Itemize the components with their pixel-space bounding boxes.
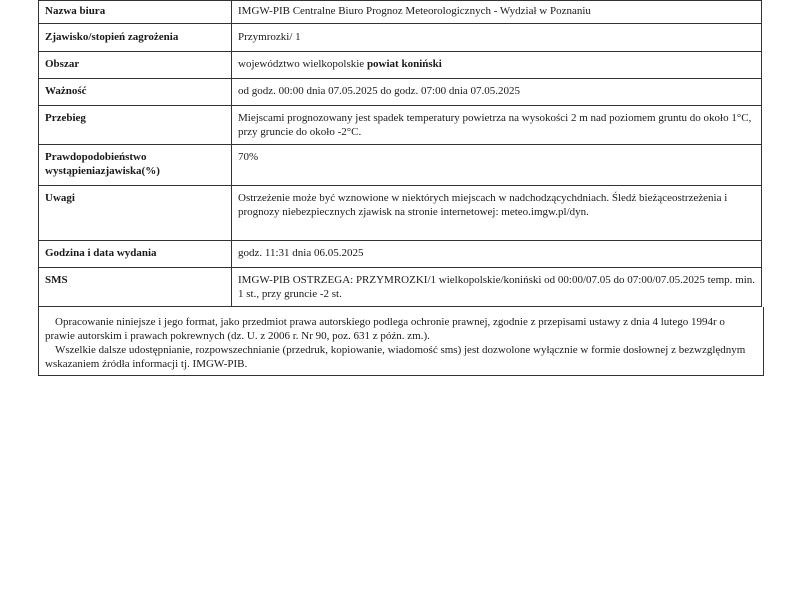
phenomenon-value: Przymrozki/ 1 — [232, 24, 762, 52]
area-value — [232, 52, 762, 79]
redistribution-paragraph: Wszelkie dalsze udostępnianie, rozpowszechnianie (przedruk, kopiowanie, wiadomość sms) jest dozwolone wyłącznie w formie dosłownej z bezwzględnym wskazaniem źródła informacji tj. IMGW-PIB. — [45, 344, 746, 370]
warning-table — [38, 0, 762, 307]
area-voivodeship: województwo wielkopolskie — [238, 58, 367, 70]
sms-value: IMGW-PIB OSTRZEGA: PRZYMROZKI/1 wielkopolskie/koniński od 00:00/07.05 do 07:00/07.05.2025 temp. min. 1 st., przy gruncie -2 st. — [232, 268, 762, 307]
validity-label: Ważność — [39, 79, 232, 106]
copyright-notice — [38, 307, 764, 376]
row-issued — [39, 241, 762, 268]
warning-document — [38, 0, 762, 376]
course-value: Miejscami prognozowany jest spadek temperatury powietrza na wysokości 2 m nad poziomem gruntu do około 1°C, przy gruncie do około -2°C. — [232, 106, 762, 145]
row-phenomenon — [39, 24, 762, 52]
issued-label: Godzina i data wydania — [39, 241, 232, 268]
row-office — [39, 1, 762, 24]
probability-label: Prawdopodobieństwo wystąpieniazjawiska(%) — [39, 145, 232, 186]
course-label: Przebieg — [39, 106, 232, 145]
row-sms — [39, 268, 762, 307]
row-notes — [39, 186, 762, 241]
issued-value: godz. 11:31 dnia 06.05.2025 — [232, 241, 762, 268]
notes-label: Uwagi — [39, 186, 232, 241]
office-value: IMGW-PIB Centralne Biuro Prognoz Meteorologicznych - Wydział w Poznaniu — [232, 1, 762, 24]
row-probability — [39, 145, 762, 186]
validity-value: od godz. 00:00 dnia 07.05.2025 do godz. 07:00 dnia 07.05.2025 — [232, 79, 762, 106]
area-label: Obszar — [39, 52, 232, 79]
phenomenon-label: Zjawisko/stopień zagrożenia — [39, 24, 232, 52]
probability-value: 70% — [232, 145, 762, 186]
office-label: Nazwa biura — [39, 1, 232, 24]
row-validity — [39, 79, 762, 106]
area-county: powiat koniński — [366, 58, 442, 70]
copyright-paragraph: Opracowanie niniejsze i jego format, jako przedmiot prawa autorskiego podlega ochronie prawnej, zgodnie z przepisami ustawy z dnia 4 lutego 1994r o prawie autorskim i prawach pokrewnych (dz. U. z 2006 r. Nr 90, poz. 631 z późn. zm.). — [45, 316, 725, 342]
notes-value: Ostrzeżenie może być wznowione w niektórych miejscach w nadchodzącychdniach. Śledź bieżąceostrzeżenia i prognozy niebezpiecznych zjawisk na stronie internetowej: meteo.imgw.pl/dyn. — [232, 186, 762, 241]
sms-label: SMS — [39, 268, 232, 307]
row-course — [39, 106, 762, 145]
row-area — [39, 52, 762, 79]
